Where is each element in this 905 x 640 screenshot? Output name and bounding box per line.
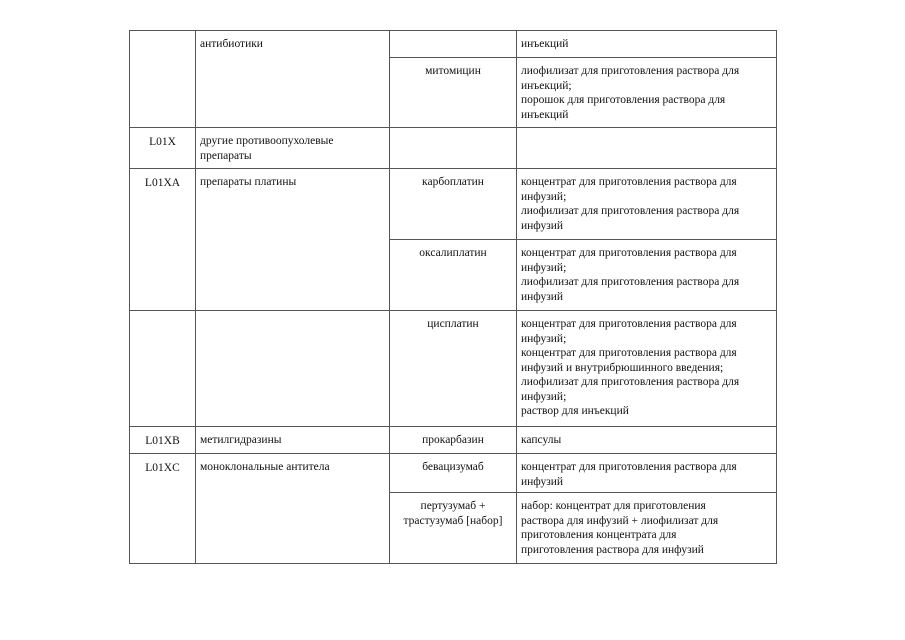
group-cell	[196, 128, 390, 169]
form-line: приготовления концентрата для	[521, 529, 677, 541]
form-line: концентрат для приготовления раствора для	[521, 461, 737, 473]
drug-cell	[390, 493, 517, 564]
table-row	[130, 31, 777, 58]
form-cell	[517, 31, 777, 58]
form-cell	[517, 454, 777, 493]
group-name: антибиотики	[200, 38, 263, 50]
form-cell	[517, 427, 777, 454]
form-line: концентрат для приготовления раствора для	[521, 247, 737, 259]
drug-cell	[390, 128, 517, 169]
form-cell	[517, 240, 777, 311]
atc-code: L01X	[149, 136, 176, 148]
form-line: раствора для инфузий + лиофилизат для	[521, 514, 719, 527]
drug-classification-table	[129, 30, 777, 564]
form-line: инфузий	[521, 475, 564, 488]
form-cell	[517, 169, 777, 240]
atc-code: L01XC	[145, 462, 180, 474]
form-cell	[517, 311, 777, 427]
form-line: инъекций;	[521, 79, 572, 92]
form-line: приготовления раствора для инфузий	[521, 543, 704, 556]
atc-code-cell	[130, 31, 196, 128]
form-line: концентрат для приготовления раствора для	[521, 176, 737, 188]
form-line: инъекций	[521, 38, 569, 50]
atc-code-cell	[130, 169, 196, 311]
form-line: инфузий;	[521, 190, 567, 203]
form-line: инфузий	[521, 219, 564, 232]
form-line: инъекций	[521, 108, 569, 121]
drug-cell	[390, 454, 517, 493]
drug-name: карбоплатин	[422, 176, 484, 188]
drug-cell	[390, 58, 517, 128]
form-line: раствор для инъекций	[521, 405, 629, 417]
table-row	[130, 427, 777, 454]
drug-cell	[390, 31, 517, 58]
form-line: лиофилизат для приготовления раствора для	[521, 376, 740, 388]
form-line: лиофилизат для приготовления раствора для	[521, 205, 740, 217]
form-line: концентрат для приготовления раствора для	[521, 318, 737, 330]
group-cell	[196, 31, 390, 128]
form-line: инфузий;	[521, 390, 567, 403]
group-cell	[196, 454, 390, 564]
form-cell	[517, 58, 777, 128]
form-line: капсулы	[521, 434, 562, 446]
form-line: концентрат для приготовления раствора для	[521, 347, 737, 359]
group-name: моноклональные антитела	[200, 461, 330, 473]
table-row	[130, 128, 777, 169]
drug-name: пертузумаб + трастузумаб [набор]	[403, 500, 503, 527]
drug-cell	[390, 169, 517, 240]
atc-code-cell	[130, 427, 196, 454]
drug-cell	[390, 240, 517, 311]
drug-name: прокарбазин	[422, 434, 484, 446]
atc-code-cell	[130, 454, 196, 564]
atc-code-cell	[130, 311, 196, 427]
drug-name: цисплатин	[427, 318, 479, 330]
group-name: метилгидразины	[200, 434, 282, 446]
drug-cell	[390, 427, 517, 454]
atc-code: L01XB	[145, 435, 180, 447]
group-cell	[196, 169, 390, 311]
drug-name: митомицин	[425, 65, 481, 77]
atc-code-cell	[130, 128, 196, 169]
form-line: порошок для приготовления раствора для	[521, 94, 726, 106]
group-name: другие противоопухолевые препараты	[200, 135, 334, 162]
atc-code: L01XA	[144, 177, 181, 189]
form-line: лиофилизат для приготовления раствора для	[521, 65, 740, 77]
form-line: инфузий;	[521, 261, 567, 274]
group-name: препараты платины	[200, 176, 297, 188]
drug-cell	[390, 311, 517, 427]
form-line: набор: концентрат для приготовления	[521, 500, 706, 512]
form-line: лиофилизат для приготовления раствора для	[521, 276, 740, 288]
form-line: инфузий и внутрибрюшинного введения;	[521, 361, 724, 374]
group-cell	[196, 427, 390, 454]
form-line: инфузий	[521, 290, 564, 303]
form-line: инфузий;	[521, 332, 567, 345]
form-cell	[517, 128, 777, 169]
table-row	[130, 311, 777, 427]
form-cell	[517, 493, 777, 564]
table-row	[130, 454, 777, 493]
table-row	[130, 169, 777, 240]
drug-name: оксалиплатин	[419, 247, 487, 259]
group-cell	[196, 311, 390, 427]
drug-name: бевацизумаб	[422, 461, 484, 473]
